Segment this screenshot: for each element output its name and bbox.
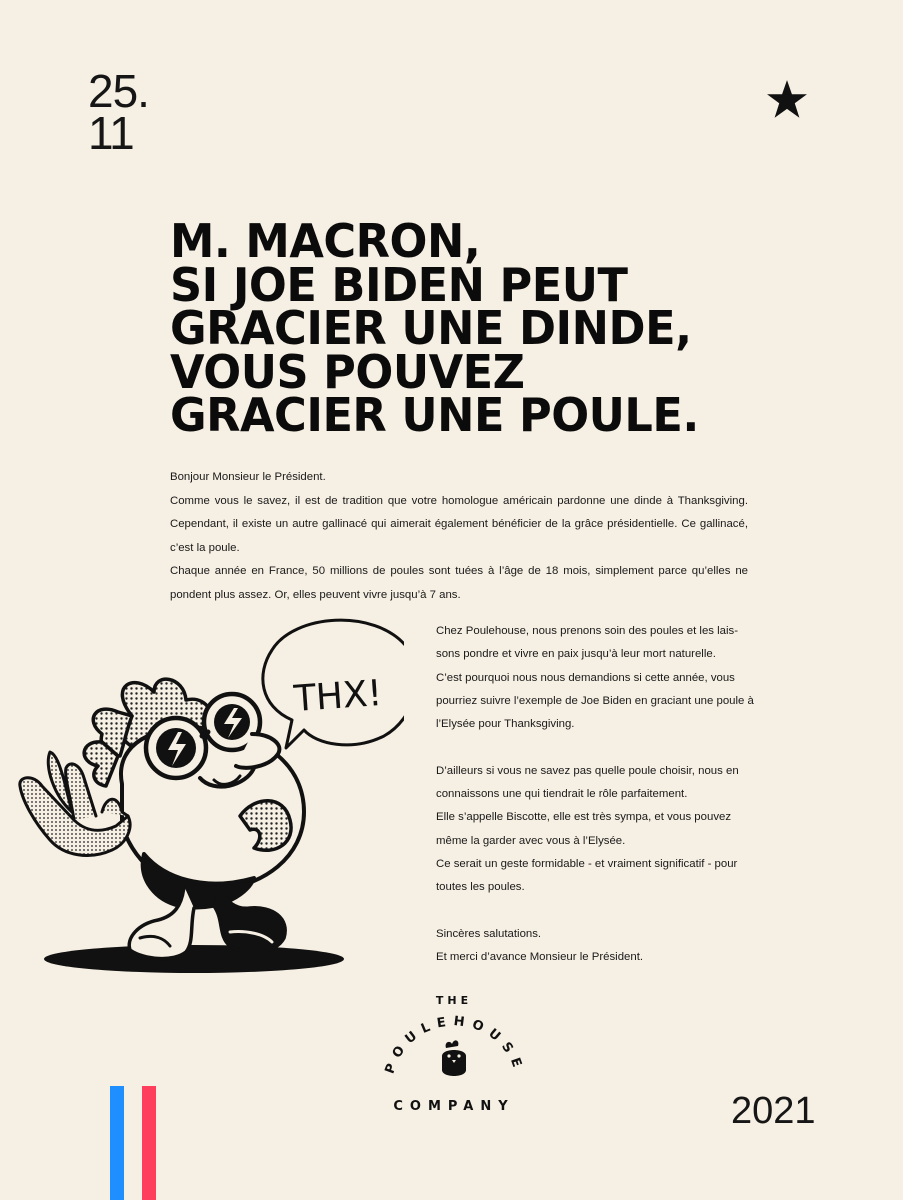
paragraph: Elle s’appelle Biscotte, elle est très sympa, et vous pouvez même la garder avec vous à l’Elysée. xyxy=(436,811,732,847)
headline-line: VOUS POUVEZ xyxy=(170,344,525,399)
star-icon xyxy=(766,79,808,119)
paragraph: Chaque année en France, 50 millions de poules sont tuées à l’âge de 18 mois, simplement parce qu’elles ne pondent plus assez. Or, elles peuvent vivre jusqu’à 7 ans. xyxy=(170,565,748,601)
headline xyxy=(170,214,830,442)
paragraph: C’est pourquoi nous nous demandions si cette année, vous pourriez suivre l’exemple de Joe Biden en graciant une poule à l’Elysée pour Thanksgiving. xyxy=(436,671,754,731)
date xyxy=(88,65,149,159)
paragraph: Chez Poulehouse, nous prenons soin des poules et les lais-sons pondre et vivre en paix jusqu’à leur mort naturelle. xyxy=(436,625,739,661)
greeting: Bonjour Monsieur le Président. xyxy=(170,471,326,483)
signature-line: Et merci d’avance Monsieur le Président. xyxy=(436,951,644,964)
poulehouse-logo xyxy=(362,990,547,1120)
paragraph: Comme vous le savez, il est de tradition que votre homologue américain pardonne une dinde à Thanksgiving. Cependant, il existe un autre gallinacé qui aimerait également bénéficier de la grâce présidentielle. Ce gallinacé, c’est la poule. xyxy=(170,494,748,554)
paragraph: Ce serait un geste formidable - et vraiment significatif - pour toutes les poules. xyxy=(436,857,738,894)
headline-line: SI JOE BIDEN PEUT xyxy=(170,257,628,312)
year: 2021 xyxy=(731,1090,816,1132)
intro-text xyxy=(170,466,748,607)
headline-line: M. MACRON, xyxy=(170,214,481,268)
speech-bubble-text: THX! xyxy=(292,672,384,721)
logo-bottom-text: COMPANY xyxy=(393,1099,515,1114)
headline-line: GRACIER UNE POULE. xyxy=(170,388,699,442)
headline-line: GRACIER UNE DINDE, xyxy=(170,301,692,355)
date-month: 11 xyxy=(88,107,134,159)
flag-stripe-red xyxy=(142,1086,156,1200)
date-day: 25. xyxy=(88,65,149,117)
letter-body xyxy=(436,620,756,969)
logo-top-text: THE xyxy=(435,994,473,1007)
logo-arc-text: POULEHOUSE xyxy=(382,1013,527,1076)
paragraph: D’ailleurs si vous ne savez pas quelle poule choisir, nous en connaissons une qui tiendrait le rôle parfaitement. xyxy=(436,764,739,801)
closing: Sincères salutations. xyxy=(436,927,542,940)
chicken-mascot-illustration xyxy=(14,616,404,976)
flag-stripe-blue xyxy=(110,1086,124,1200)
chicken-logo-icon xyxy=(442,1040,466,1076)
